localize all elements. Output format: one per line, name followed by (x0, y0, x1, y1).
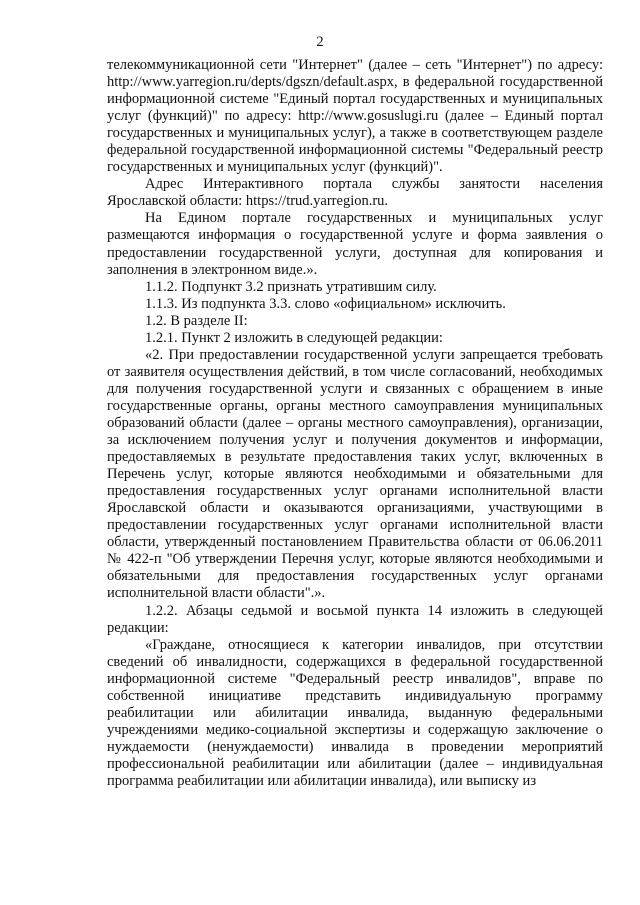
paragraph: Адрес Интерактивного портала службы занятости населения Ярославской области: https://trud.yarregion.ru. (107, 176, 603, 210)
paragraph: 1.1.2. Подпункт 3.2 признать утратившим силу. (145, 278, 437, 295)
paragraph: 1.2.1. Пункт 2 изложить в следующей редакции: (145, 329, 443, 346)
page-number: 2 (316, 34, 324, 50)
paragraph: 1.2. В разделе II: (145, 312, 248, 329)
paragraph: 1.1.3. Из подпункта 3.3. слово «официальном» исключить. (145, 295, 506, 312)
paragraph: «Граждане, относящиеся к категории инвалидов, при отсутствии сведений об инвалидности, содержащихся в федеральной государственной информационной системе "Федеральный реестр инвалидов", вправе по собственной инициативе представить индивидуальную программу реабилитации или абилитации инвалида, выданную федеральными учреждениями медико-социальной экспертизы и содержащую заключение о нуждаемости (ненуждаемости) инвалида в проведении мероприятий профессиональной реабилитации или абилитации (далее – индивидуальная программа реабилитации или абилитации инвалида), или выписку из (107, 636, 603, 789)
paragraph: «2. При предоставлении государственной услуги запрещается требовать от заявителя осуществления действий, в том числе согласований, необходимых для получения государственной услуги и связанных с обращением в иные государственные органы, органы местного самоуправления муниципальных образований области (далее – органы местного самоуправления), организации, за исключением получения услуг и получения документов и информации, предоставляемых в результате предоставления таких услуг, включенных в Перечень услуг, которые являются необходимыми и обязательными для предоставления государственных услуг органами исполнительной власти Ярославской области и оказываются организациями, участвующими в предоставлении государственных услуг органами исполнительной власти области, утвержденный постановлением Правительства области от 06.06.2011 № 422-п "Об утверждении Перечня услуг, которые являются необходимыми и обязательными для предоставления государственных услуг органами исполнительной власти области".». (107, 346, 603, 602)
paragraph: 1.2.2. Абзацы седьмой и восьмой пункта 14 изложить в следующей редакции: (107, 602, 603, 636)
paragraph: На Едином портале государственных и муниципальных услуг размещаются информация о государственной услуге и форма заявления о предоставлении государственной услуги, доступная для копирования и заполнения в электронном виде.». (107, 210, 603, 278)
paragraph: телекоммуникационной сети "Интернет" (далее – сеть "Интернет") по адресу: http://www.yarregion.ru/depts/dgszn/default.aspx, в федеральной государственной информационной системе "Единый портал государственных и муниципальных услуг (функций)" по адресу: http://www.gosuslugi.ru (далее – Единый портал государственных и муниципальных услуг), а также в соответствующем разделе федеральной государственной информационной системы "Федеральный реестр государственных и муниципальных услуг (функций)". (107, 57, 603, 176)
document-body (107, 57, 603, 790)
